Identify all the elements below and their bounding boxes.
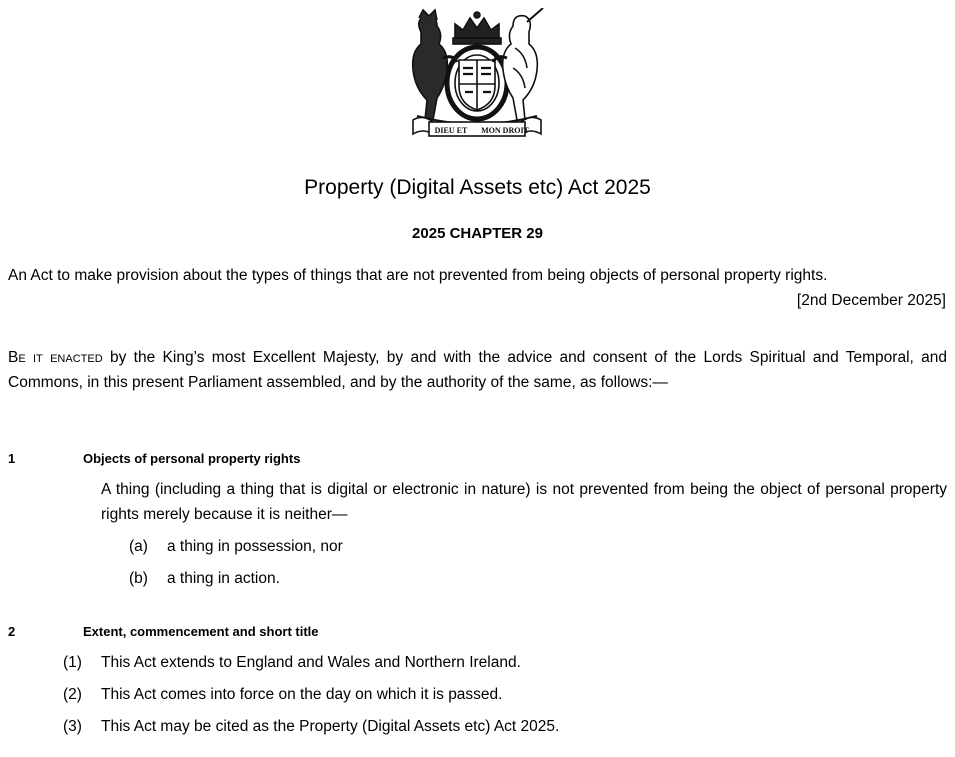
subsection-label: (2) <box>63 686 82 703</box>
motto-right: MON DROIT <box>481 126 529 135</box>
royal-coat-of-arms-icon <box>403 8 551 140</box>
subsection-text: This Act comes into force on the day on which it is passed. <box>101 686 503 703</box>
section-number: 2 <box>8 624 16 639</box>
enacting-formula-smallcaps: Be it enacted <box>8 349 103 366</box>
act-title: Property (Digital Assets etc) Act 2025 <box>304 176 651 199</box>
motto-left: DIEU ET <box>434 126 468 135</box>
section-text: A thing (including a thing that is digital or electronic in nature) is not prevented from being the object of personal property rights merely because it is neither— <box>101 481 947 523</box>
section-heading: Extent, commencement and short title <box>83 624 319 639</box>
long-title: An Act to make provision about the types of things that are not prevented from being objects of personal property rights. <box>8 267 828 284</box>
section-heading: Objects of personal property rights <box>83 451 301 466</box>
enacting-formula-text: by the King’s most Excellent Majesty, by and with the advice and consent of the Lords Spiritual and Temporal, and Commons, in this present Parliament assembled, and by the authority of the same, as follows:— <box>8 349 947 391</box>
paragraph-label: (b) <box>129 570 148 587</box>
subsection-text: This Act extends to England and Wales and Northern Ireland. <box>101 654 521 671</box>
enacting-formula <box>8 345 947 395</box>
paragraph-text: a thing in action. <box>167 570 280 587</box>
subsection-text: This Act may be cited as the Property (Digital Assets etc) Act 2025. <box>101 718 560 735</box>
chapter-number: 2025 CHAPTER 29 <box>412 225 543 242</box>
paragraph-label: (a) <box>129 538 148 555</box>
enactment-date: [2nd December 2025] <box>796 292 946 309</box>
subsection-label: (1) <box>63 654 82 671</box>
section-number: 1 <box>8 451 16 466</box>
paragraph-text: a thing in possession, nor <box>167 538 343 555</box>
subsection-label: (3) <box>63 718 82 735</box>
